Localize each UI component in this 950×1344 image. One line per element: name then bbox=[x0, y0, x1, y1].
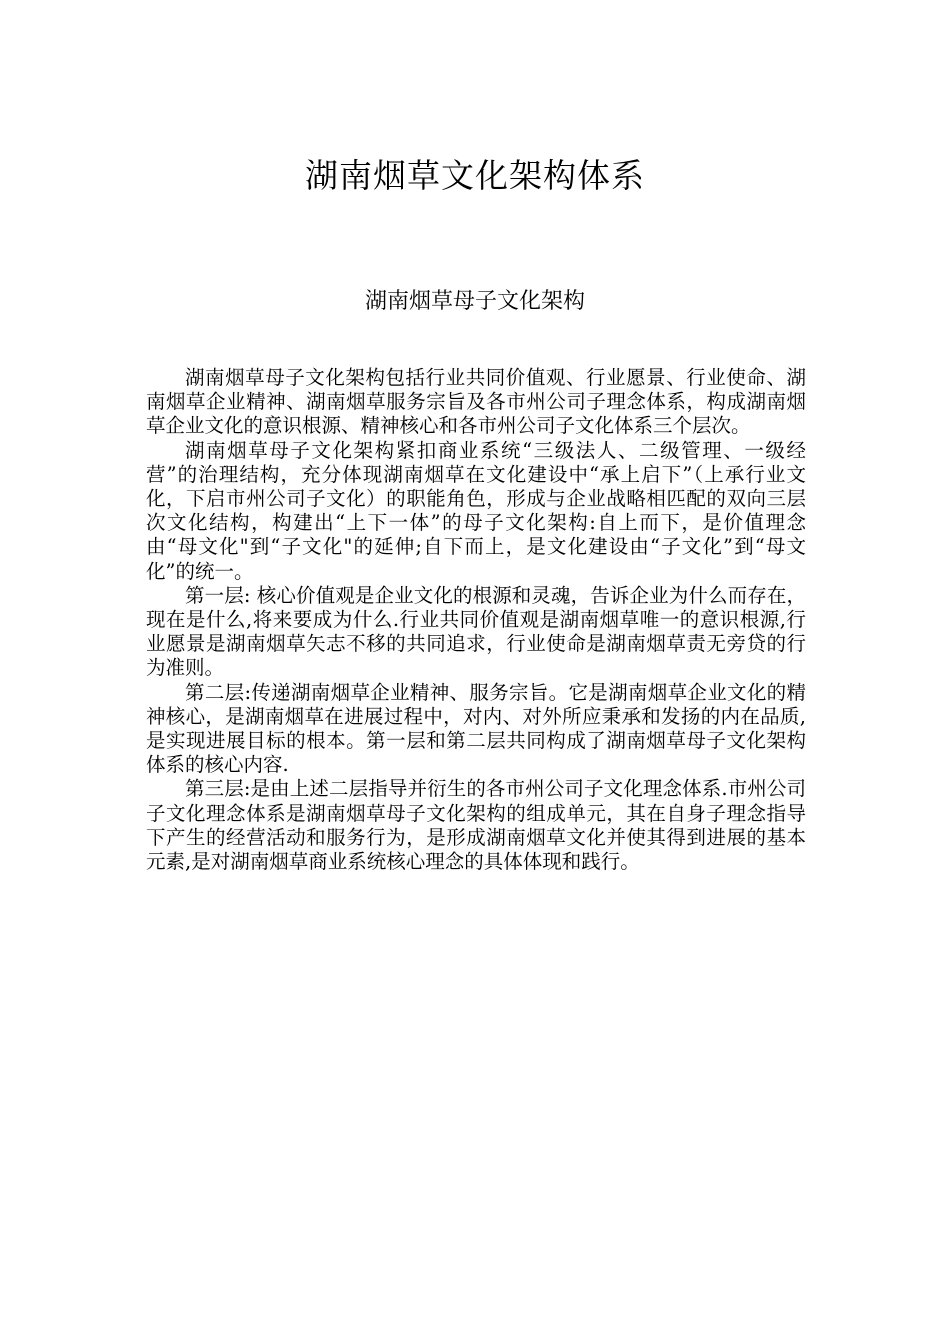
document-title: 湖南烟草文化架构体系 bbox=[305, 156, 645, 195]
paragraph-intro: 湖南烟草母子文化架构包括行业共同价值观、行业愿景、行业使命、湖南烟草企业精神、湖南烟草服务宗旨及各市州公司子理念体系，构成湖南烟草企业文化的意识根源、精神核心和各市州公司子文化体系三个层次。 bbox=[146, 366, 806, 438]
paragraph-layer-two: 第二层:传递湖南烟草企业精神、服务宗旨。它是湖南烟草企业文化的精神核心，是湖南烟草在进展过程中，对内、对外所应秉承和发扬的内在品质,是实现进展目标的根本。第一层和第二层共同构成了湖南烟草母子文化架构体系的核心内容. bbox=[146, 680, 806, 777]
document-body bbox=[146, 366, 806, 874]
paragraph-layer-three: 第三层:是由上述二层指导并衍生的各市州公司子文化理念体系.市州公司子文化理念体系是湖南烟草母子文化架构的组成单元，其在自身子理念指导下产生的经营活动和服务行为，是形成湖南烟草文化并使其得到进展的基本元素,是对湖南烟草商业系统核心理念的具体体现和践行。 bbox=[146, 777, 806, 874]
section-title: 湖南烟草母子文化架构 bbox=[364, 289, 585, 314]
paragraph-structure: 湖南烟草母子文化架构紧扣商业系统“三级法人、二级管理、一级经营”的治理结构，充分体现湖南烟草在文化建设中“承上启下”（上承行业文化，下启市州公司子文化）的职能角色，形成与企业战略相匹配的双向三层次文化结构，构建出“上下一体”的母子文化架构:自上而下，是价值理念由“母文化"到“子文化"的延伸;自下而上，是文化建设由“子文化”到“母文化”的统一。 bbox=[146, 438, 806, 583]
paragraph-layer-one: 第一层: 核心价值观是企业文化的根源和灵魂，告诉企业为什么而存在，现在是什么,将来要成为什么.行业共同价值观是湖南烟草唯一的意识根源,行业愿景是湖南烟草矢志不移的共同追求，行业使命是湖南烟草责无旁贷的行为准则。 bbox=[146, 583, 806, 680]
